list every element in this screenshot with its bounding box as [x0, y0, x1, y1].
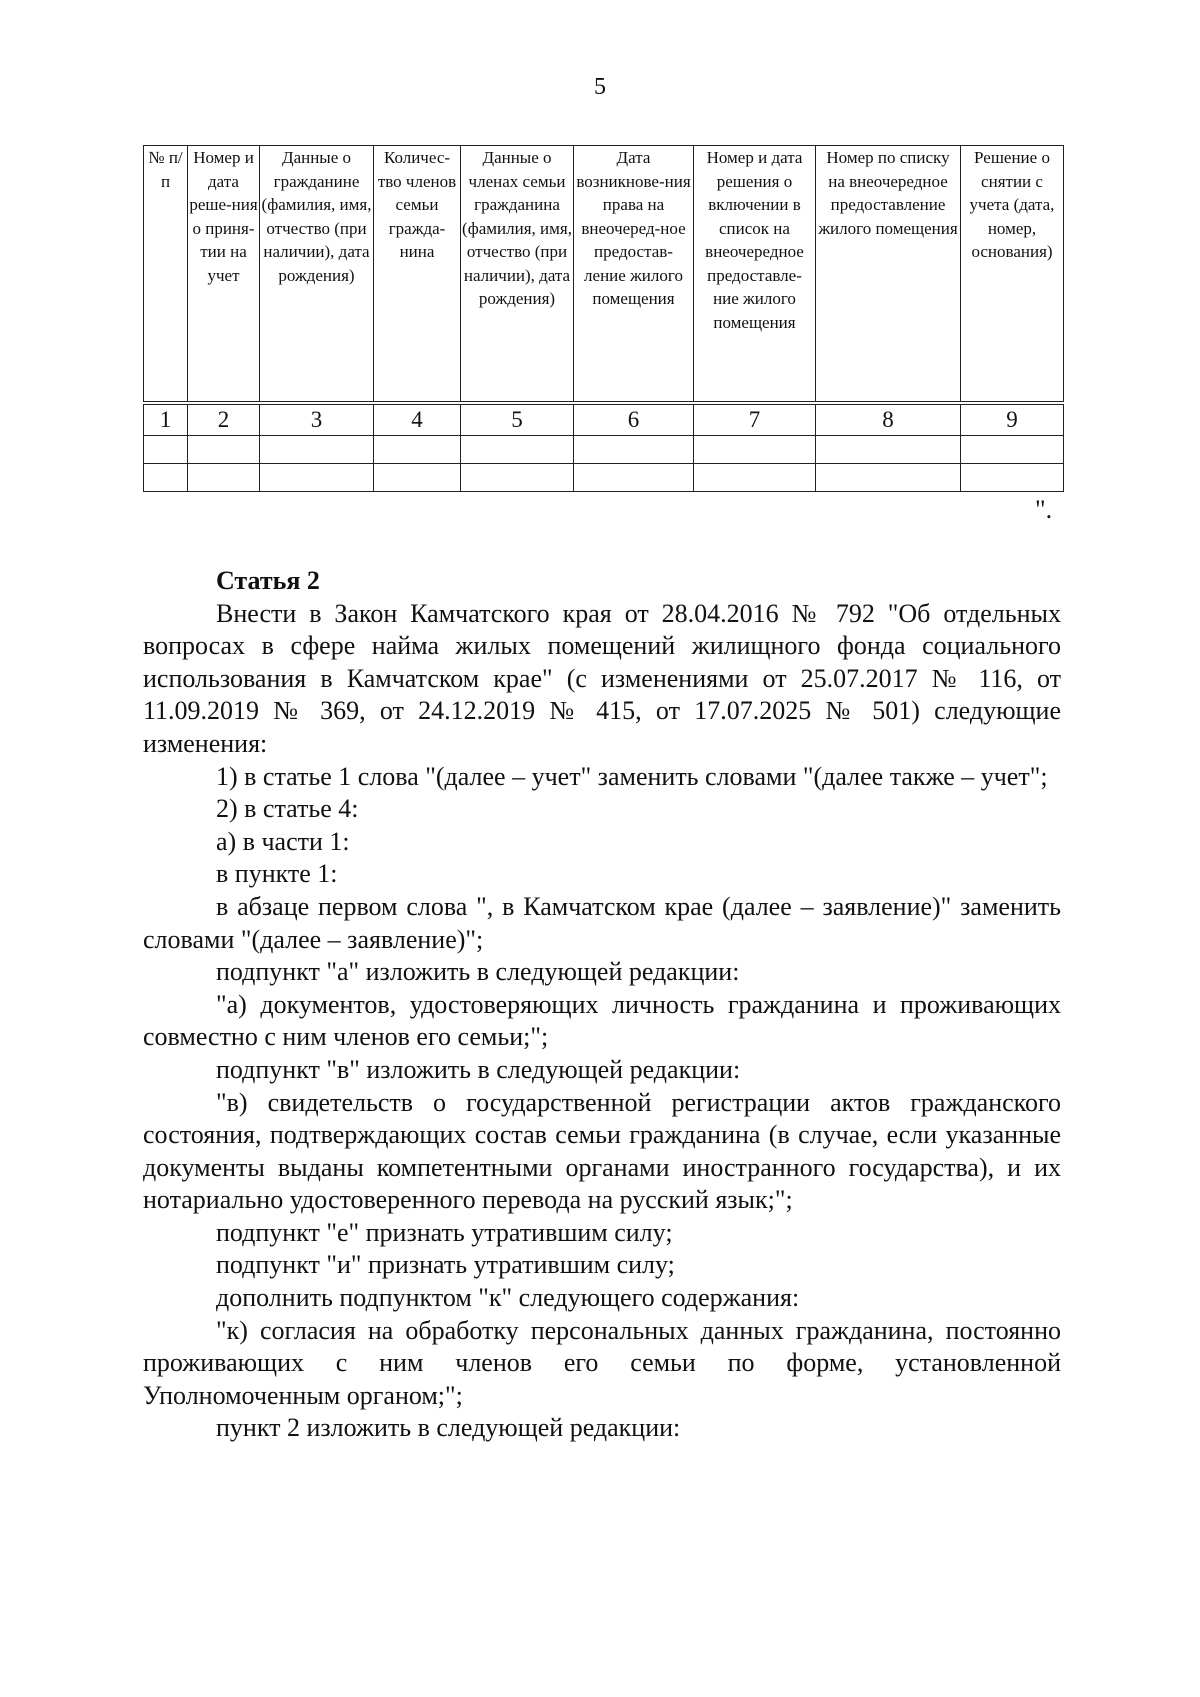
article-paragraph: Внести в Закон Камчатского края от 28.04.2016 № 792 "Об отдельных вопросах в сфере найма жилых помещений жилищного фонда социального использования в Камчатском крае" (с изменениями от 25.07.2017 № 116, от 11.09.2019 № 369, от 24.12.2019 № 415, от 17.07.2025 № 501) следующие изменения: — [143, 598, 1061, 758]
article-paragraph: подпункт "е" признать утратившим силу; — [216, 1217, 673, 1247]
table-cell — [260, 464, 374, 492]
column-number-cell: 2 — [188, 403, 260, 436]
article-paragraph: подпункт "и" признать утратившим силу; — [216, 1250, 675, 1280]
table-cell — [188, 436, 260, 464]
column-number-cell: 6 — [574, 403, 694, 436]
article-title: Статья 2 — [216, 566, 320, 595]
article-paragraph: подпункт "а" изложить в следующей редакции: — [216, 957, 740, 987]
table-cell — [694, 436, 816, 464]
table-header-cell: Количес-тво членов семьи гражда-нина — [374, 146, 461, 404]
column-number-cell: 9 — [961, 403, 1064, 436]
column-number-cell: 3 — [260, 403, 374, 436]
table-cell — [961, 464, 1064, 492]
table-cell — [461, 464, 574, 492]
table-cell — [816, 436, 961, 464]
article-paragraph: в пункте 1: — [216, 859, 338, 889]
column-number-cell: 4 — [374, 403, 461, 436]
column-number-cell: 7 — [694, 403, 816, 436]
article-paragraph: подпункт "в" изложить в следующей редакции: — [216, 1054, 741, 1084]
table-header-row — [144, 146, 1064, 404]
article-paragraph: пункт 2 изложить в следующей редакции: — [216, 1413, 681, 1443]
table-cell — [574, 464, 694, 492]
table-empty-row — [144, 436, 1064, 464]
article-paragraph: "к) согласия на обработку персональных данных гражданина, постоянно проживающих с ним членов его семьи по форме, установленной Уполномоченным органом;"; — [143, 1315, 1061, 1410]
table-header-cell: Номер и дата реше-ния о приня-тии на учет — [188, 146, 260, 404]
table-header-cell: Решение о снятии с учета (дата, номер, основания) — [961, 146, 1064, 404]
table-header-cell: Данные о членах семьи гражданина (фамилия, имя, отчество (при наличии), дата рождения) — [461, 146, 574, 404]
table-cell — [461, 436, 574, 464]
column-number-cell: 5 — [461, 403, 574, 436]
page-number: 5 — [594, 74, 606, 100]
table-header-cell: Номер и дата решения о включении в список на внеочередное предоставле-ние жилого помещения — [694, 146, 816, 404]
article-paragraph: 2) в статье 4: — [216, 794, 359, 824]
table-header-cell: Номер по списку на внеочередное предоставление жилого помещения — [816, 146, 961, 404]
table-empty-row — [144, 464, 1064, 492]
article-paragraph: а) в части 1: — [216, 826, 350, 856]
table-cell — [188, 464, 260, 492]
table-cell — [260, 436, 374, 464]
table-header-cell: № п/п — [144, 146, 188, 404]
table-cell — [144, 436, 188, 464]
article-paragraph: "в) свидетельств о государственной регистрации актов гражданского состояния, подтверждающих состав семьи гражданина (в случае, если указанные документы выданы компетентными органами иностранного государства), и их нотариально удостоверенного перевода на русский язык;"; — [143, 1087, 1061, 1215]
column-number-cell: 8 — [816, 403, 961, 436]
article-paragraph: "а) документов, удостоверяющих личность гражданина и проживающих совместно с ним членов его семьи;"; — [143, 989, 1061, 1052]
column-number-cell: 1 — [144, 403, 188, 436]
article-paragraph: дополнить подпунктом "к" следующего содержания: — [216, 1283, 800, 1313]
table-closing-quote: ". — [1035, 495, 1053, 524]
table-cell — [816, 464, 961, 492]
table-header-cell: Дата возникнове-ния права на внеочеред-ное предостав-ление жилого помещения — [574, 146, 694, 404]
table-cell — [374, 436, 461, 464]
article-paragraph: 1) в статье 1 слова "(далее – учет" заменить словами "(далее также – учет"; — [216, 761, 1048, 791]
registry-table — [143, 145, 1064, 492]
table-cell — [144, 464, 188, 492]
table-cell — [574, 436, 694, 464]
table-header-cell: Данные о гражданине (фамилия, имя, отчество (при наличии), дата рождения) — [260, 146, 374, 404]
table-column-number-row — [144, 403, 1064, 436]
table-cell — [374, 464, 461, 492]
article-paragraph: в абзаце первом слова ", в Камчатском крае (далее – заявление)" заменить словами "(далее – заявление)"; — [143, 891, 1061, 954]
article-body — [143, 565, 1061, 1445]
table-cell — [961, 436, 1064, 464]
table-cell — [694, 464, 816, 492]
